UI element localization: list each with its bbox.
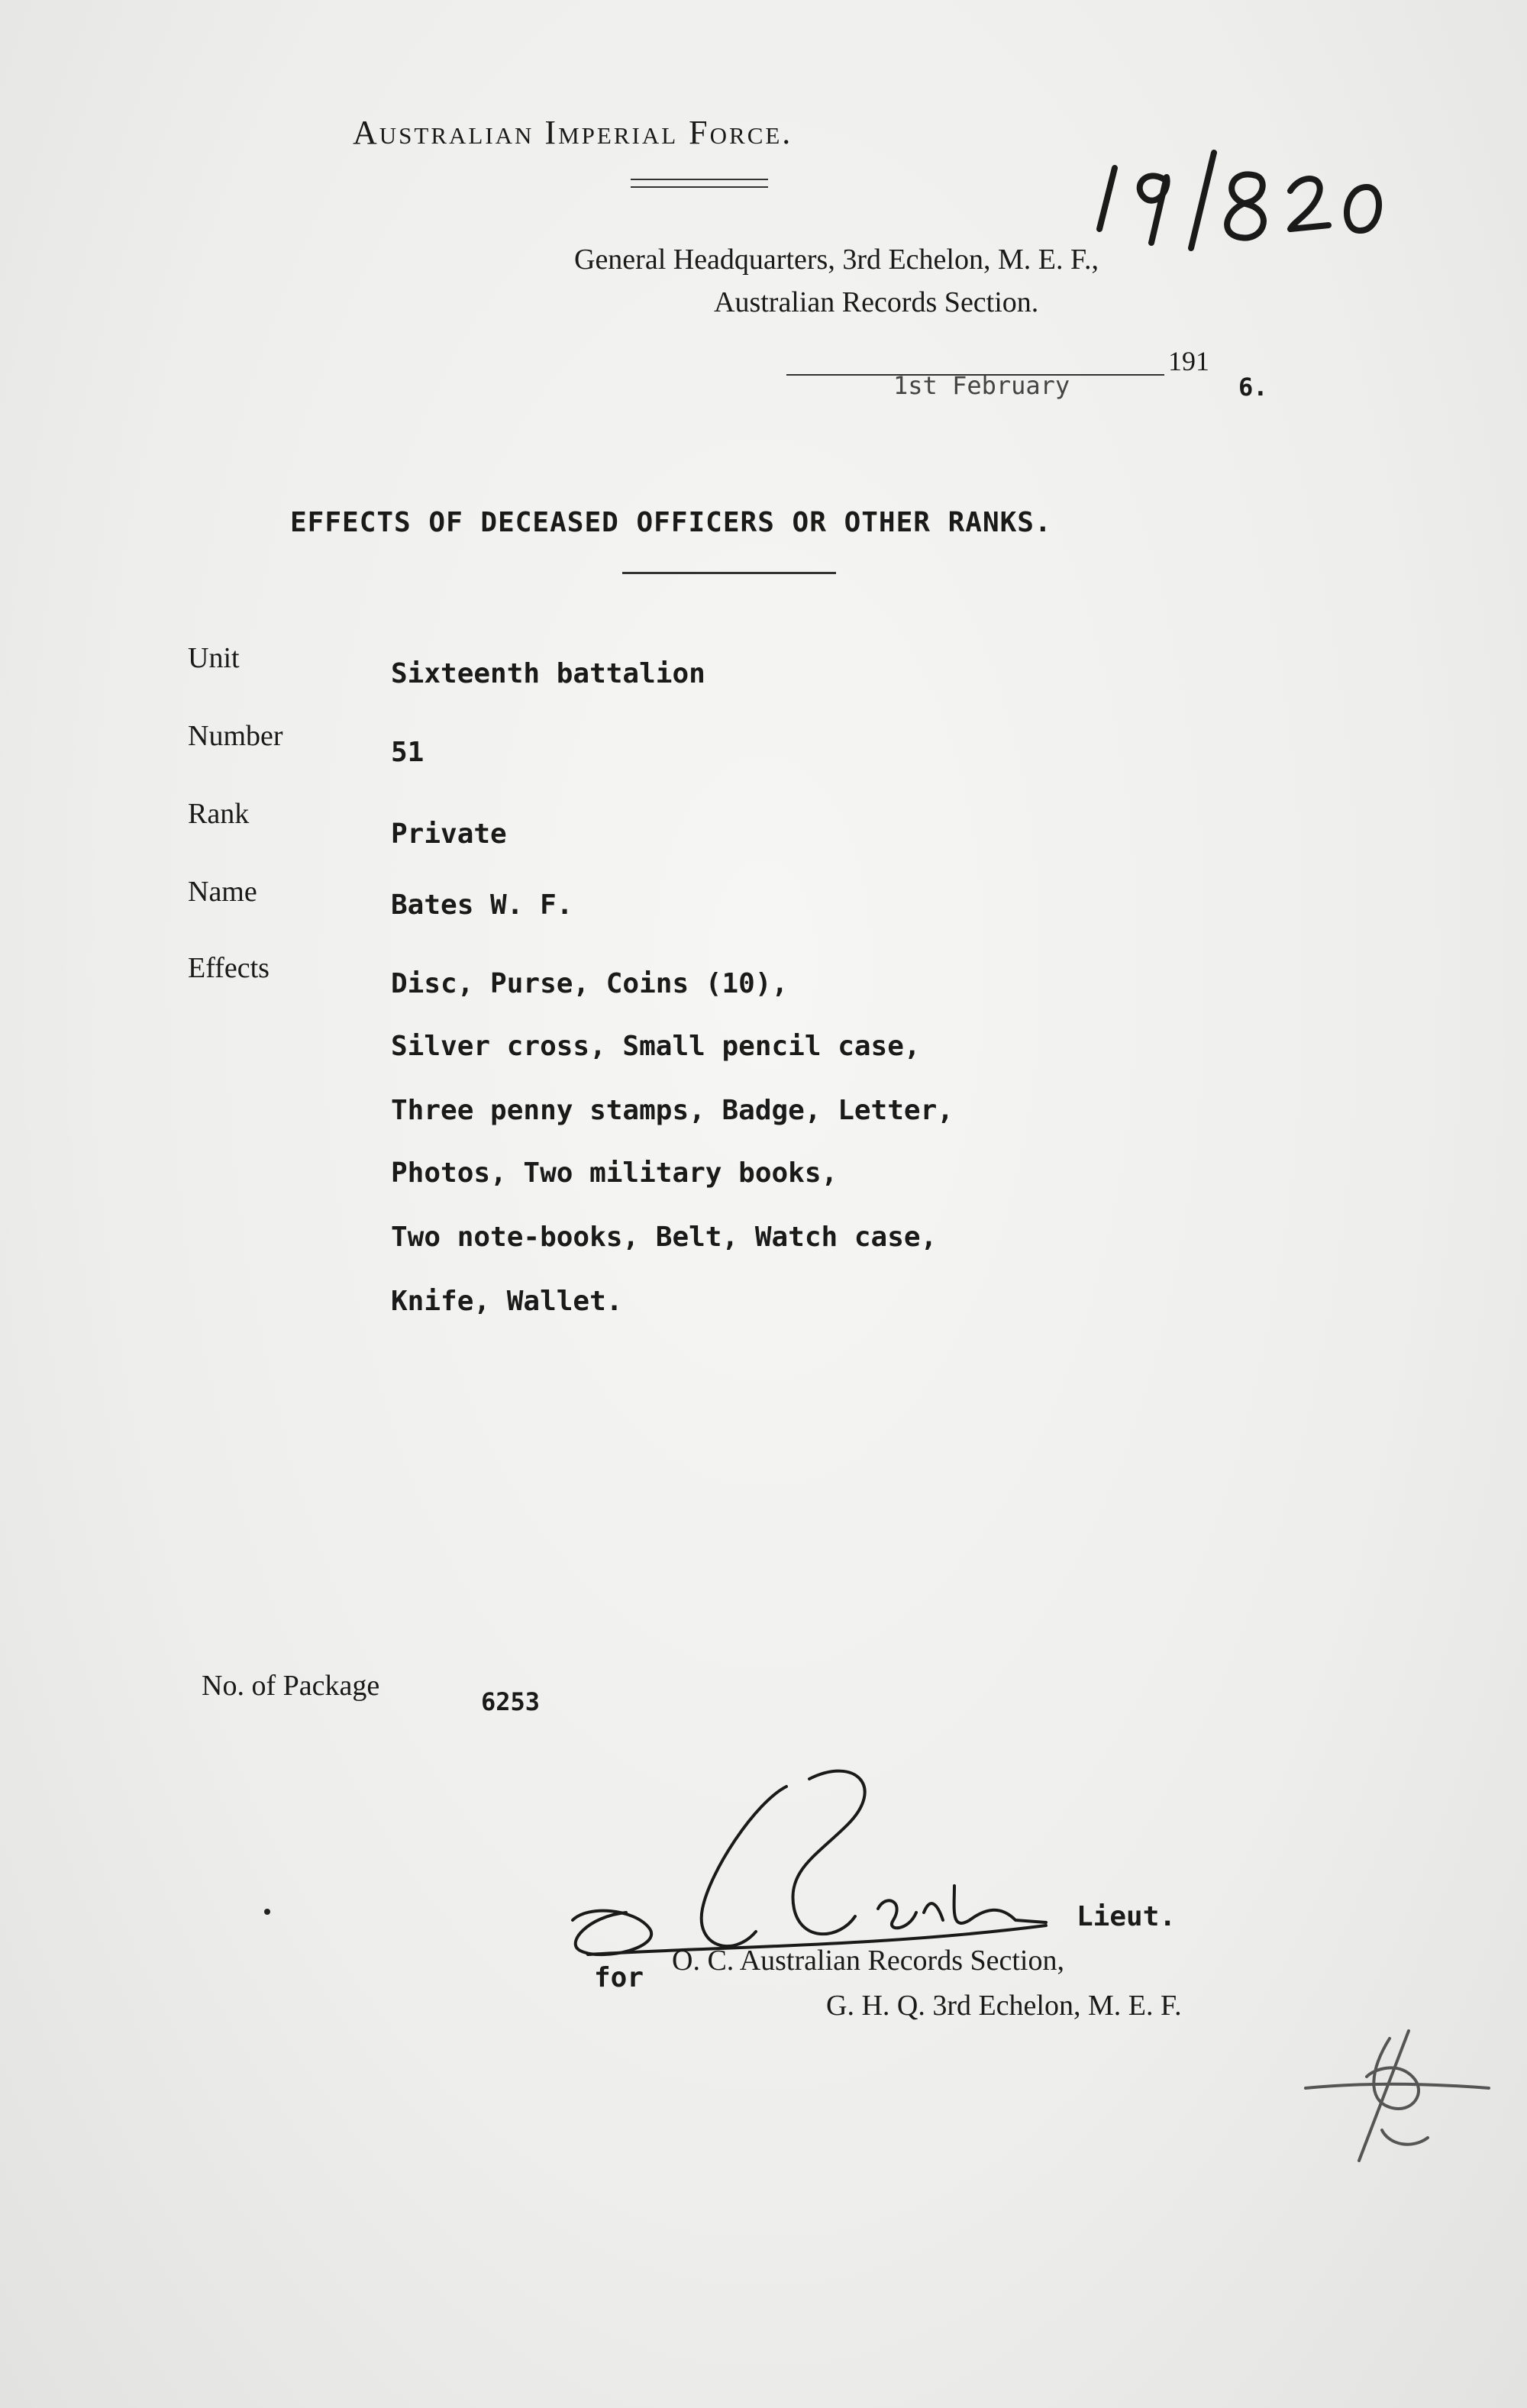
ghq-echelon-line: G. H. Q. 3rd Echelon, M. E. F. bbox=[826, 1990, 1182, 2022]
date-year-digit: 6. bbox=[1238, 373, 1268, 402]
records-section-line: Australian Records Section. bbox=[714, 286, 1039, 318]
handwritten-reference-number bbox=[1084, 145, 1451, 252]
number-value: 51 bbox=[391, 737, 425, 768]
date-day-month: 1st February bbox=[893, 371, 1070, 400]
pencil-initial-mark bbox=[1298, 2016, 1496, 2168]
unit-label: Unit bbox=[188, 642, 240, 674]
for-word: for bbox=[594, 1962, 644, 1993]
stray-mark bbox=[264, 1909, 270, 1915]
name-value: Bates W. F. bbox=[391, 889, 573, 921]
effects-line: Knife, Wallet. bbox=[391, 1286, 623, 1317]
package-number: 6253 bbox=[481, 1687, 541, 1716]
package-label: No. of Package bbox=[202, 1670, 380, 1702]
heading-rule bbox=[622, 572, 836, 574]
effects-line: Disc, Purse, Coins (10), bbox=[391, 968, 789, 999]
rank-value: Private bbox=[391, 818, 507, 850]
rank-label: Rank bbox=[188, 798, 250, 830]
headquarters-line: General Headquarters, 3rd Echelon, M. E. F., bbox=[574, 244, 1099, 276]
force-title: Australian Imperial Force. bbox=[353, 114, 793, 151]
name-label: Name bbox=[188, 876, 257, 908]
document-heading: EFFECTS OF DECEASED OFFICERS OR OTHER RANKS. bbox=[290, 507, 1052, 538]
effects-line: Three penny stamps, Badge, Letter, bbox=[391, 1095, 954, 1126]
date-year-prefix: 191 bbox=[1168, 346, 1209, 376]
unit-value: Sixteenth battalion bbox=[391, 658, 705, 689]
signatory-rank: Lieut. bbox=[1077, 1901, 1177, 1932]
effects-line: Silver cross, Small pencil case, bbox=[391, 1031, 921, 1062]
effects-label: Effects bbox=[188, 952, 270, 984]
oc-records-line: O. C. Australian Records Section, bbox=[672, 1945, 1064, 1977]
effects-line: Two note-books, Belt, Watch case, bbox=[391, 1222, 938, 1253]
title-double-rule bbox=[631, 179, 768, 188]
effects-line: Photos, Two military books, bbox=[391, 1157, 838, 1189]
number-label: Number bbox=[188, 720, 283, 752]
